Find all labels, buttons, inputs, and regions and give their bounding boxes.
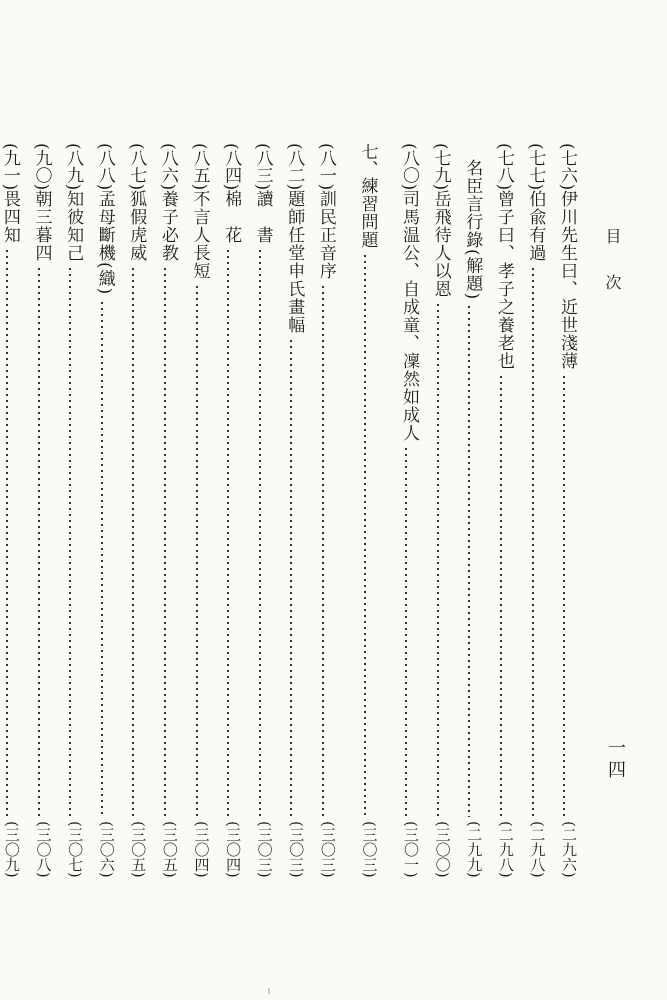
dot-leader <box>500 374 502 817</box>
entry-title: 曾子曰、孝子之養老也 <box>493 190 514 371</box>
entry-number: (八七) <box>126 143 147 191</box>
binding-mark <box>268 988 270 994</box>
toc-entry <box>485 143 517 878</box>
entry-number: (八〇) <box>399 143 420 191</box>
entry-page: (三〇九) <box>2 821 21 878</box>
entry-number: (九〇) <box>31 143 52 191</box>
entry-title: 孟母斷機(織) <box>94 190 115 296</box>
running-header: 目次 <box>603 228 622 320</box>
entry-title: 不言人長短 <box>189 190 210 281</box>
entry-title: 司馬温公、自成童、凜然如成人 <box>399 190 420 443</box>
entry-page: (二九八) <box>528 821 547 878</box>
dot-leader <box>101 300 103 818</box>
toc-entry <box>517 143 549 878</box>
entry-page: (三〇四) <box>224 821 243 878</box>
entry-number: (八三) <box>252 143 273 191</box>
entry-page: (二九八) <box>496 821 515 878</box>
dot-leader <box>38 266 40 817</box>
entry-title: 畏四知 <box>0 190 20 245</box>
entry-page: (三〇七) <box>66 821 85 878</box>
entry-number: (七六) <box>557 143 577 191</box>
entry-page: (三〇六) <box>97 821 116 878</box>
entry-number: (八四) <box>221 143 242 191</box>
entry-title: 朝三暮四 <box>31 190 52 263</box>
toc-entry <box>23 143 55 878</box>
dot-leader <box>69 266 71 817</box>
entry-page: (三〇五) <box>160 821 179 878</box>
dot-leader <box>563 374 565 817</box>
entry-title: 伊川先生曰、近世淺薄 <box>557 190 577 371</box>
entry-title: 棉 花 <box>221 190 242 245</box>
toc-entry <box>548 143 580 878</box>
entry-page: (三〇一) <box>402 821 421 878</box>
entry-page: (三〇三) <box>318 821 337 878</box>
entry-title: 知彼知己 <box>63 190 84 263</box>
entry-page: (三〇四) <box>192 821 211 878</box>
toc-entry <box>149 143 181 878</box>
entry-page: (三〇三) <box>255 821 274 878</box>
entry-number: (七八) <box>493 143 514 191</box>
dot-leader <box>227 248 229 817</box>
entry-number: (七九) <box>430 143 451 191</box>
toc-entry <box>390 143 422 878</box>
toc-entry <box>212 143 244 878</box>
toc-entry <box>454 143 486 878</box>
toc-entry <box>422 143 454 878</box>
dot-leader <box>364 253 366 817</box>
dot-leader <box>405 446 407 817</box>
entry-page: (二九九) <box>465 821 484 878</box>
dot-leader <box>322 284 324 817</box>
toc-entry <box>276 143 308 878</box>
entry-title: 讀 書 <box>252 190 273 245</box>
entry-number: (八六) <box>157 143 178 191</box>
dot-leader <box>164 266 166 817</box>
entry-title: 岳飛待人以恩 <box>430 190 451 299</box>
section-title: 練習問題 <box>357 177 378 249</box>
entry-page: (二九六) <box>560 821 578 878</box>
entry-number: (八二) <box>284 143 305 191</box>
dot-leader <box>196 284 198 817</box>
dot-leader <box>132 266 134 817</box>
entry-number: (七七) <box>525 143 546 191</box>
entry-page: (三〇八) <box>34 821 53 878</box>
page-number: 一四 <box>605 738 626 782</box>
entry-page: (三〇三) <box>360 821 379 878</box>
table-of-contents <box>0 143 580 888</box>
toc-section-heading <box>349 143 381 878</box>
section-number: 七、 <box>357 143 378 177</box>
entry-number: (九一) <box>0 143 20 191</box>
entry-title: 伯兪有過 <box>525 190 546 263</box>
dot-leader <box>6 248 8 817</box>
entry-title: 狐假虎威 <box>126 190 147 263</box>
dot-leader <box>468 304 470 817</box>
toc-entry <box>86 143 118 878</box>
toc-entry <box>0 143 23 878</box>
entry-page: (三〇五) <box>129 821 148 878</box>
entry-title: 題師任堂申氏畫幅 <box>284 190 305 335</box>
entry-number: (八八) <box>94 143 115 191</box>
entry-page: (三〇三) <box>287 821 306 878</box>
dot-leader <box>290 338 292 817</box>
toc-entry <box>244 143 276 878</box>
toc-entry <box>307 143 339 878</box>
entry-number: (八一) <box>315 143 336 191</box>
entry-title: 養子必教 <box>157 190 178 263</box>
entry-number: (八九) <box>63 143 84 191</box>
entry-title: 名臣言行錄(解題) <box>462 159 483 301</box>
toc-entry <box>55 143 87 878</box>
entry-number: (八五) <box>189 143 210 191</box>
dot-leader <box>532 266 534 817</box>
entry-title: 訓民正音序 <box>315 190 336 281</box>
entry-page: (三〇〇) <box>433 821 452 878</box>
dot-leader <box>437 302 439 817</box>
dot-leader <box>259 248 261 817</box>
toc-entry <box>118 143 150 878</box>
toc-entry <box>181 143 213 878</box>
